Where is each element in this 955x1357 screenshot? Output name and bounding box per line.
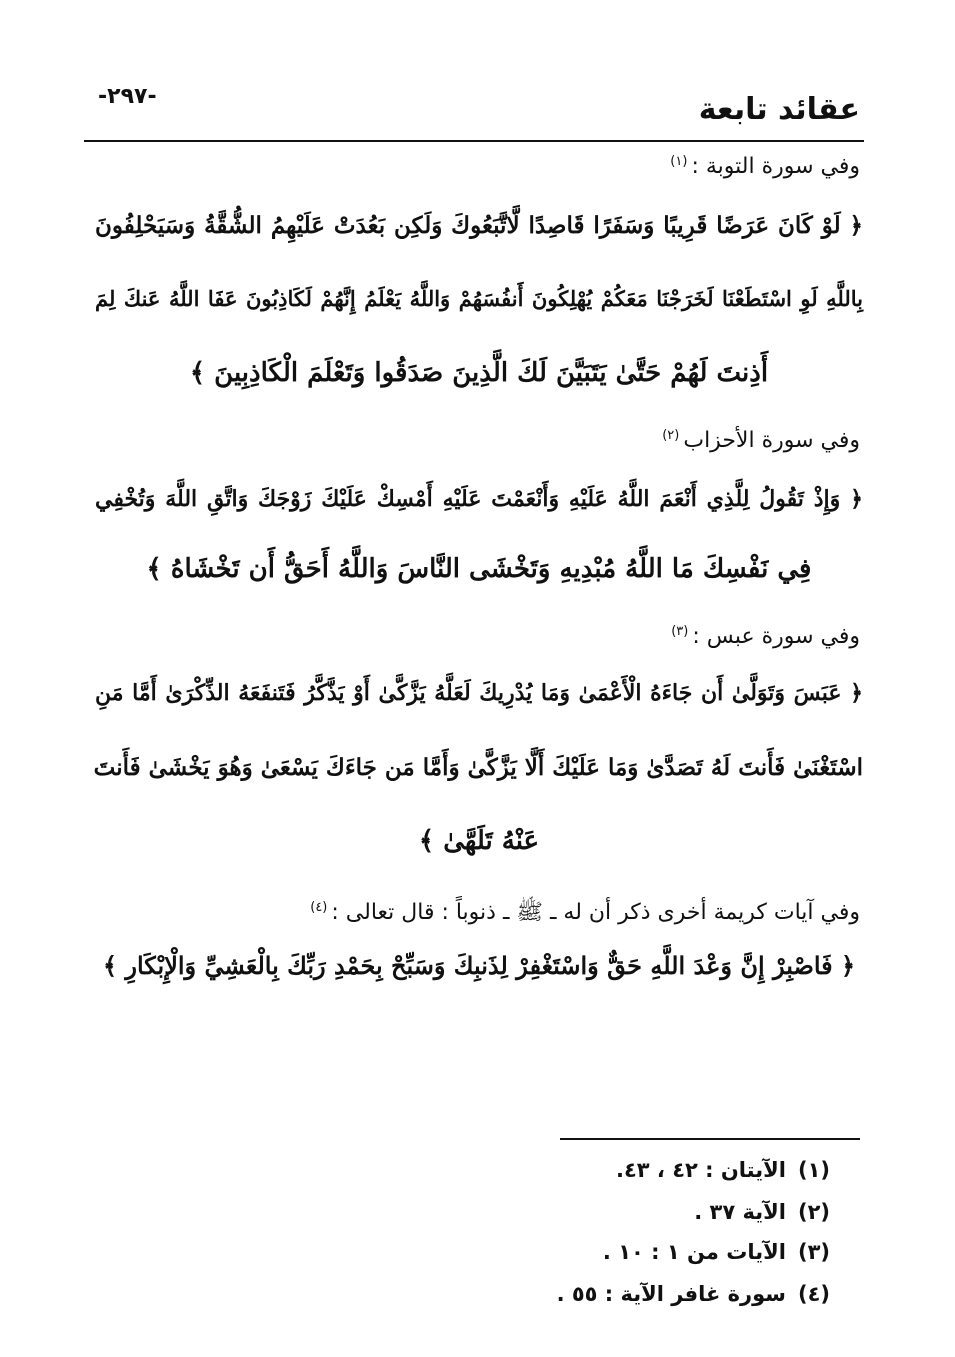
page-number: -٢٩٧- — [98, 84, 157, 109]
footnote — [616, 1158, 830, 1182]
intro-text: وفي آيات كريمة أخرى ذكر أن له ـ ﷺ ـ ذنوباً : قال تعالى : — [331, 900, 860, 925]
footnote-text: الآيتان : ٤٢ ، ٤٣. — [615, 1158, 786, 1182]
header-rule — [84, 140, 864, 142]
footnote-text: الآيات من ١ : ١٠ . — [602, 1240, 786, 1264]
intro-text: وفي سورة التوبة : — [691, 154, 860, 179]
footnote-ref: (٤) — [310, 900, 328, 915]
section-intro-tawbah — [90, 154, 860, 179]
verse-line: بِاللَّهِ لَوِ اسْتَطَعْنَا لَخَرَجْنَا مَعَكُمْ يُهْلِكُونَ أَنفُسَهُمْ وَاللَّهُ يَعْلَمُ إِنَّهُمْ لَكَاذِبُونَ عَفَا اللَّهُ عَنكَ لِمَ — [95, 286, 863, 311]
footnote-ref: (١) — [670, 154, 688, 169]
footnote-text: سورة غافر الآية : ٥٥ . — [556, 1282, 786, 1306]
footnote-ref: (٢) — [662, 428, 680, 443]
footnote-number: (١) — [797, 1158, 830, 1182]
verse-line: فِي نَفْسِكَ مَا اللَّهُ مُبْدِيهِ وَتَخْشَى النَّاسَ وَاللَّهُ أَحَقُّ أَن تَخْشَاهُ ﴾ — [146, 554, 812, 584]
verse-line: ﴿ عَبَسَ وَتَوَلَّىٰ أَن جَاءَهُ الْأَعْمَىٰ وَمَا يُدْرِيكَ لَعَلَّهُ يَزَّكَّىٰ أَوْ يَذَّكَّرُ فَتَنفَعَهُ الذِّكْرَىٰ أَمَّا مَنِ — [95, 680, 863, 706]
verse-line: ﴿ لَوْ كَانَ عَرَضًا قَرِيبًا وَسَفَرًا قَاصِدًا لَّاتَّبَعُوكَ وَلَكِن بَعُدَتْ عَلَيْهِمُ الشُّقَّةُ وَسَيَحْلِفُونَ — [95, 212, 863, 239]
running-title: عقائد تابعة — [698, 92, 860, 127]
footnote — [694, 1200, 830, 1224]
intro-text: وفي سورة الأحزاب — [683, 428, 860, 453]
footnote — [557, 1282, 830, 1306]
verse-line: ﴿ فَاصْبِرْ إِنَّ وَعْدَ اللَّهِ حَقٌّ وَاسْتَغْفِرْ لِذَنبِكَ وَسَبِّحْ بِحَمْدِ رَبِّكَ بِالْعَشِيِّ وَالْإِبْكَارِ ﴾ — [102, 951, 856, 980]
footnote-ref: (٣) — [671, 624, 689, 639]
footnote-number: (٤) — [797, 1282, 830, 1306]
footnote-number: (٣) — [797, 1240, 830, 1264]
verse-line: عَنْهُ تَلَهَّىٰ ﴾ — [418, 826, 540, 856]
section-intro-ahzab — [90, 428, 860, 453]
verse-line: ﴿ وَإِذْ تَقُولُ لِلَّذِي أَنْعَمَ اللَّهُ عَلَيْهِ وَأَنْعَمْتَ عَلَيْهِ أَمْسِكْ عَلَيْكَ زَوْجَكَ وَاتَّقِ اللَّهَ وَتُخْفِي — [95, 486, 863, 512]
footnote-rule — [560, 1138, 860, 1140]
verse-line: أَذِنتَ لَهُمْ حَتَّىٰ يَتَبَيَّنَ لَكَ الَّذِينَ صَدَقُوا وَتَعْلَمَ الْكَاذِبِينَ ﴾ — [189, 358, 769, 388]
section-intro-abasa — [90, 624, 860, 649]
footnote-text: الآية ٣٧ . — [694, 1200, 786, 1224]
footnote — [603, 1240, 830, 1264]
section-intro-other — [90, 898, 860, 930]
footnote-number: (٢) — [797, 1200, 830, 1224]
verse-line: اسْتَغْنَىٰ فَأَنتَ لَهُ تَصَدَّىٰ وَمَا عَلَيْكَ أَلَّا يَزَّكَّىٰ وَأَمَّا مَن جَاءَكَ يَسْعَىٰ وَهُوَ يَخْشَىٰ فَأَنتَ — [93, 754, 863, 781]
intro-text: وفي سورة عبس : — [692, 624, 860, 649]
